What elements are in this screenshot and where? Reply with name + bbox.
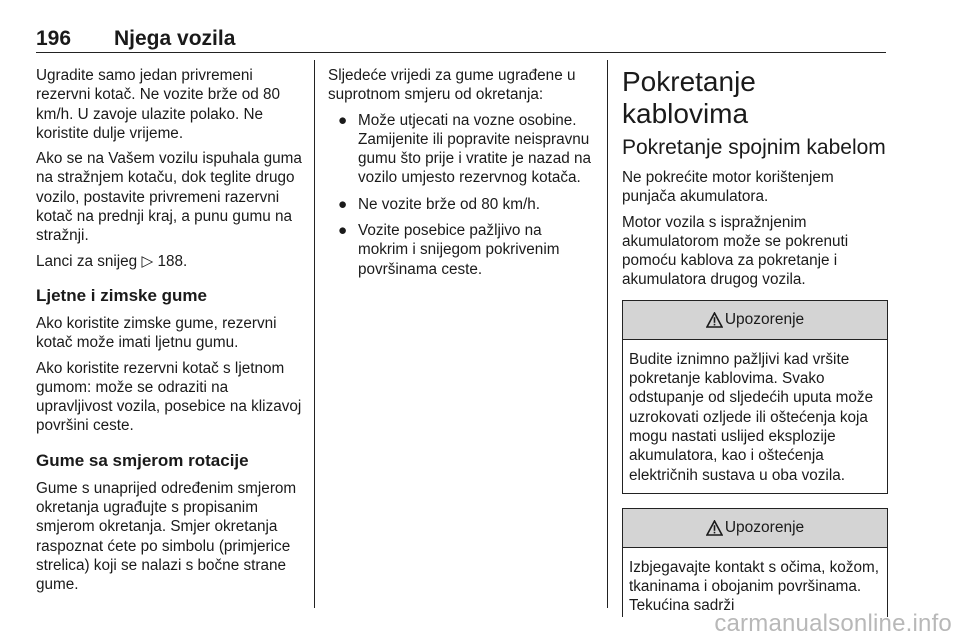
page-title: Njega vozila bbox=[114, 27, 236, 50]
warning-text: Izbjegavajte kontakt s očima, kožom, tkaninama i obojanim površinama. Tekućina sadrži bbox=[629, 558, 879, 615]
paragraph-summer-spare: Ako koristite rezervni kotač s ljetnom gumom: može se odraziti na upravljivost vozila, posebice na klizavoj površini ceste. bbox=[36, 359, 302, 435]
list-item bbox=[328, 195, 596, 214]
heading-directional-tyres: Gume sa smjerom rotacije bbox=[36, 450, 249, 470]
bullet-icon: ● bbox=[338, 111, 348, 129]
heading-summer-winter-tyres: Ljetne i zimske gume bbox=[36, 285, 207, 305]
list-item-text: Može utjecati na vozne osobine. Zamijenite ili popravite neispravnu gumu što prije i vratite je nazad na vozilo umjesto rezervnog kotača. bbox=[358, 111, 591, 187]
paragraph-spare-wheel: Ugradite samo jedan privremeni rezervni kotač. Ne vozite brže od 80 km/h. U zavoje ulazite polako. Ne koristite dulje vrijeme. bbox=[36, 67, 281, 142]
warning-text: Budite iznimno pažljivi kad vršite pokretanje kablovima. Svako odstupanje od sljedećih uputa može uzrokovati ozljede ili oštećenja koja mogu nastati uslijed eksplozije akumulatora, kao i oštećenja električnih sustava u oba vozila. bbox=[629, 350, 874, 484]
bullet-icon: ● bbox=[338, 195, 348, 213]
list-item-text: Vozite posebice pažljivo na mokrim i snijegom pokrivenim površinama ceste. bbox=[358, 222, 560, 278]
section-title: Pokretanje kablovima bbox=[622, 66, 756, 129]
warning-box bbox=[622, 300, 888, 494]
page-number: 196 bbox=[36, 27, 72, 50]
column-left bbox=[36, 66, 302, 601]
list-item bbox=[328, 111, 596, 188]
watermark-logo[interactable]: carmanualsonline.info bbox=[714, 610, 952, 637]
header-rule bbox=[36, 52, 886, 53]
list-item bbox=[328, 221, 596, 279]
warning-triangle-icon bbox=[706, 312, 723, 328]
paragraph-opposite-direction: Sljedeće vrijedi za gume ugrađene u suprotnom smjeru od okretanja: bbox=[328, 67, 576, 104]
column-middle bbox=[328, 66, 596, 286]
paragraph-jump-start: Motor vozila s ispražnjenim akumulatorom može se pokrenuti pomoću kablova za pokretanje i akumulatora drugog vozila. bbox=[622, 213, 849, 289]
paragraph-snow-chains: Lanci za snijeg ▷ 188. bbox=[36, 252, 188, 270]
warning-box bbox=[622, 508, 888, 617]
page-header bbox=[36, 26, 886, 52]
bullet-list bbox=[328, 111, 596, 279]
paragraph-directional-tyres: Gume s unaprijed određenim smjerom okretanja ugrađujte s propisanim smjerom okretanja. Smjer okretanja raspoznat ćete po simbolu (primjerice strelica) koji se nalazi s bočne strane gume. bbox=[36, 479, 297, 594]
column-divider-2 bbox=[607, 60, 608, 608]
column-right bbox=[622, 66, 888, 617]
subsection-title: Pokretanje spojnim kabelom bbox=[622, 136, 886, 159]
warning-triangle-icon bbox=[706, 520, 723, 536]
warning-header bbox=[623, 301, 887, 340]
warning-header bbox=[623, 509, 887, 548]
paragraph-no-charger: Ne pokrećite motor korištenjem punjača akumulatora. bbox=[622, 169, 834, 206]
list-item-text: Ne vozite brže od 80 km/h. bbox=[358, 195, 540, 213]
bullet-icon: ● bbox=[338, 222, 348, 240]
column-divider-1 bbox=[314, 60, 315, 608]
paragraph-winter-tyres: Ako koristite zimske gume, rezervni kotač može imati ljetnu gumu. bbox=[36, 314, 277, 352]
warning-title: Upozorenje bbox=[724, 311, 805, 329]
paragraph-towing: Ako se na Vašem vozilu ispuhala guma na stražnjem kotaču, dok teglite drugo vozilo, postavite privremeni razervni kotač na prednji kraj, a punu gumu na stražnji. bbox=[36, 150, 302, 245]
warning-title: Upozorenje bbox=[724, 519, 805, 537]
